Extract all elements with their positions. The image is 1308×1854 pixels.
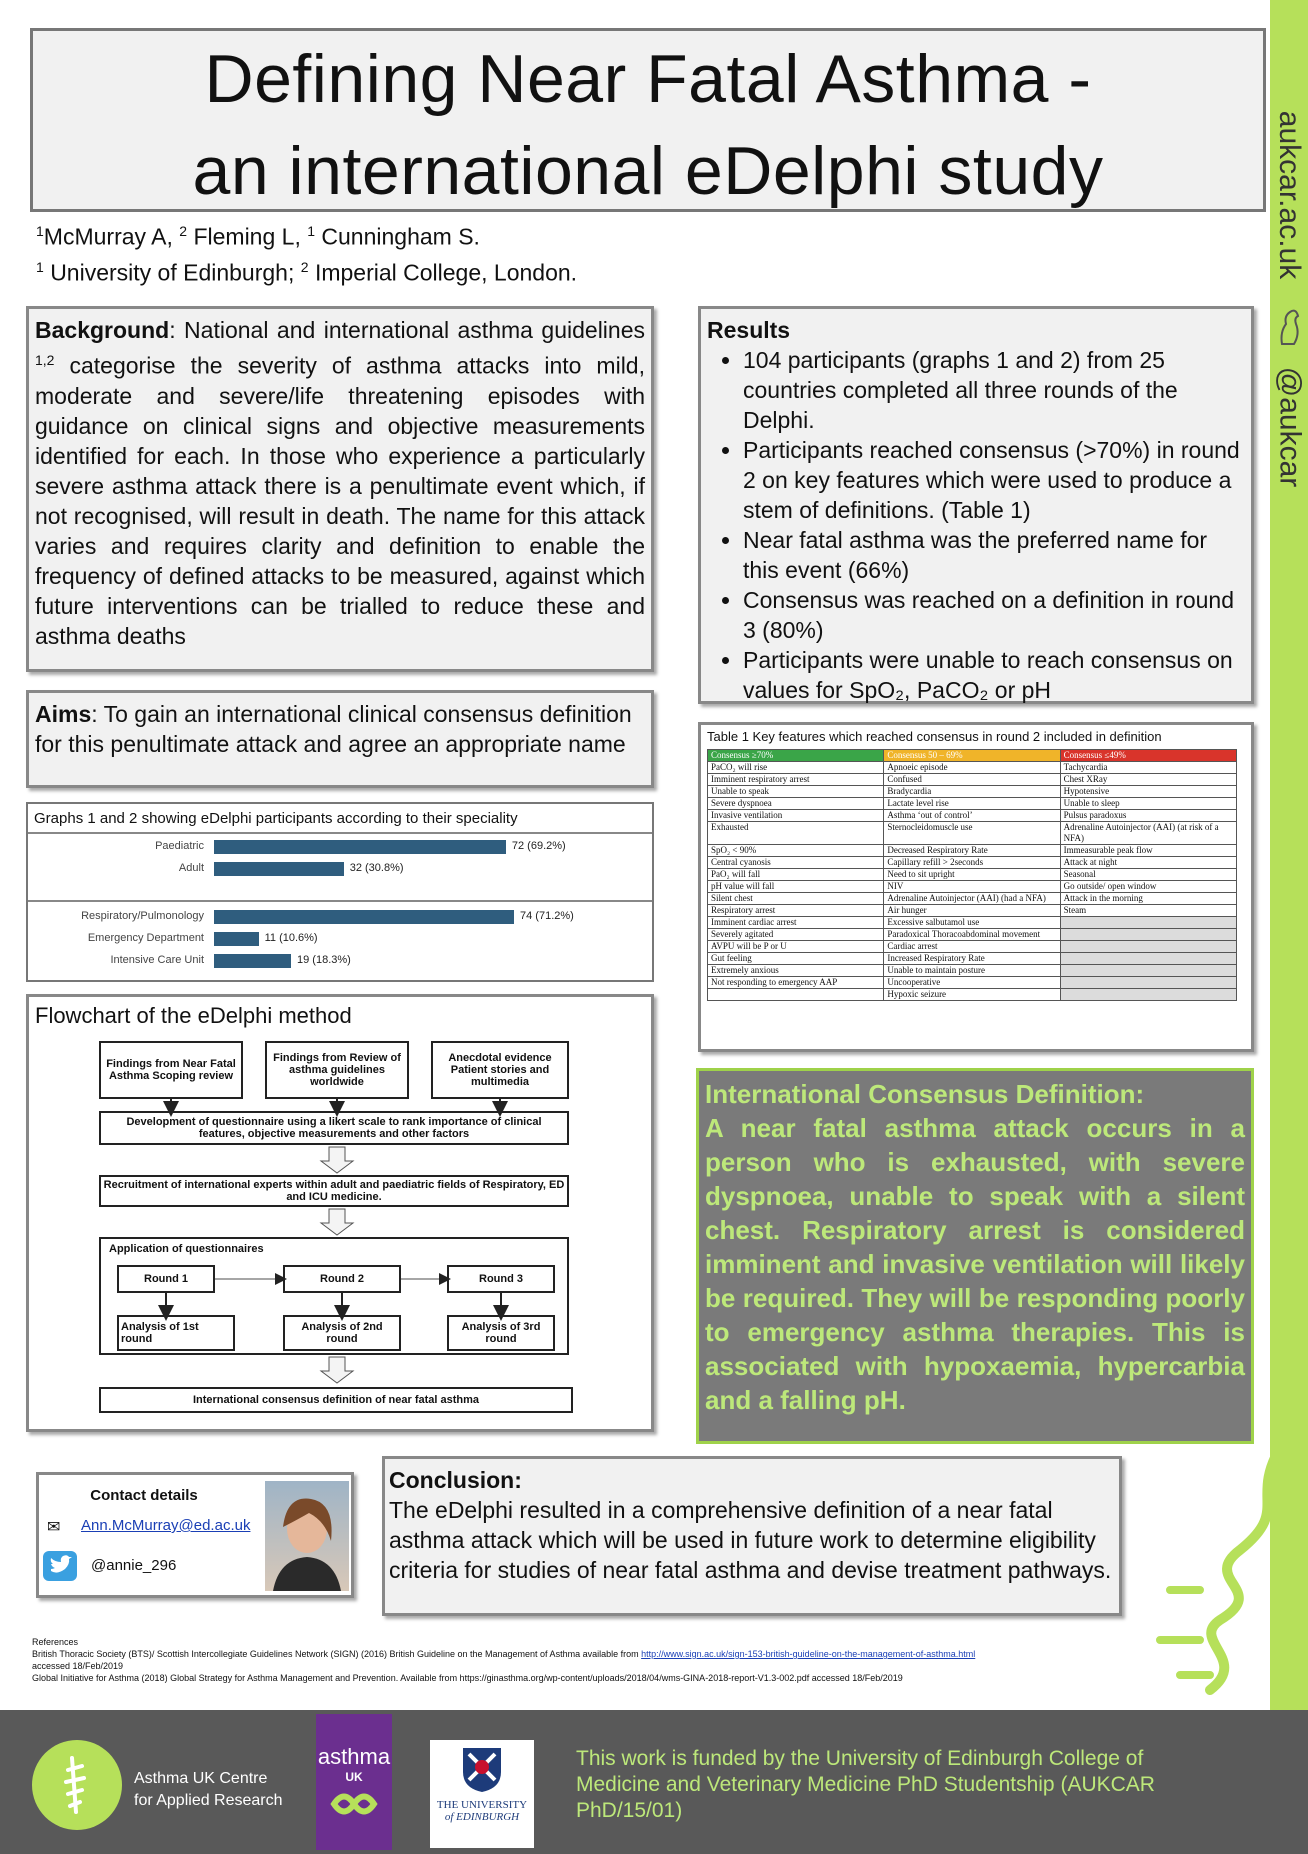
bar-category-label: Intensive Care Unit (110, 954, 204, 966)
table1-section (698, 722, 1254, 1052)
definition-text: A near fatal asthma attack occurs in a person who is exhausted, with severe dyspnoea, unable to speak with a silent chest. Respiratory arrest is considered imminent and invasive ventilation will likely be required. They will be responding poorly to emergency asthma therapies. This is associated with hypoxaemia, hypercarbia and a falling pH. (705, 1113, 1245, 1415)
table-row (708, 941, 1237, 953)
table-cell: Adrenaline Autoinjector (AAI) (at risk of a NFA) (1060, 822, 1236, 845)
bar-value-label: 72 (69.2%) (511, 840, 566, 852)
table-cell: PaO₂ will fall (708, 869, 884, 881)
table-cell: PaCO₂ will rise (708, 762, 884, 774)
flowchart-section (26, 994, 654, 1432)
table-cell: Sternocleidomuscle use (884, 822, 1060, 845)
authors-block (36, 216, 577, 287)
asthma-uk-logo: asthma UK (316, 1714, 392, 1850)
table-cell: Severely agitated (708, 929, 884, 941)
table-row (708, 845, 1237, 857)
table-cell: pH value will fall (708, 881, 884, 893)
table-cell: AVPU will be P or U (708, 941, 884, 953)
bar-category-label: Emergency Department (87, 932, 204, 944)
results-item: • 104 participants (graphs 1 and 2) from 25 countries completed all three rounds of the Delphi. (743, 345, 1245, 435)
table-header-cell: Consensus ≥70% (708, 750, 884, 762)
bar-value-label: 19 (18.3%) (297, 954, 351, 966)
table-cell: Severe dyspnoea (708, 798, 884, 810)
conclusion-text: The eDelphi resulted in a comprehensive definition of a near fatal asthma attack which will be used in future work to determine eligibility criteria for studies of near fatal asthma and devise treatment pathways. (389, 1497, 1112, 1583)
references-section (32, 1636, 1232, 1684)
aims-text: Aims: To gain an international clinical consensus definition for this penultimate attack and agree an appropriate name (35, 701, 632, 757)
reference-1-accessed: accessed 18/Feb/2019 (32, 1661, 124, 1671)
table-cell: Decreased Respiratory Rate (884, 845, 1060, 857)
table-row (708, 857, 1237, 869)
flow-application-label: Application of questionnaires (109, 1243, 264, 1255)
table-cell: Cardiac arrest (884, 941, 1060, 953)
table-cell (1060, 953, 1236, 965)
flow-source-anecdotal-evidence: Anecdotal evidence Patient stories and multimedia (431, 1041, 569, 1099)
table-cell: Hypoxic seizure (884, 989, 1060, 1001)
table-cell: Gut feeling (708, 953, 884, 965)
table-cell: Not responding to emergency AAP (708, 977, 884, 989)
bar-value-label: 32 (30.8%) (349, 862, 404, 874)
side-twitter-handle: @aukcar (1273, 366, 1306, 488)
flow-arrows (29, 997, 657, 1435)
table-cell: Hypotensive (1060, 786, 1236, 798)
footer (0, 1710, 1308, 1854)
reference-2: Global Initiative for Asthma (2018) Global Strategy for Asthma Management and Prevention. Available from https://ginasthma.org/wp-content/uploads/2018/04/wms-GINA-2018-report-V1.3-002.pdf accessed 18/Feb/2019 (32, 1673, 903, 1683)
bar-category-label: Adult (178, 862, 204, 874)
table-cell: Central cyanosis (708, 857, 884, 869)
consensus-definition-section (696, 1068, 1254, 1444)
table-cell (1060, 941, 1236, 953)
aims-section (26, 690, 654, 788)
table-cell: Invasive ventilation (708, 810, 884, 822)
bar (214, 840, 506, 854)
table-cell: Bradycardia (884, 786, 1060, 798)
table-cell: SpO₂ < 90% (708, 845, 884, 857)
funding-statement: This work is funded by the University of Edinburgh College of Medicine and Veterinary Medicine PhD Studentship (AUKCAR PhD/15/01) (576, 1747, 1155, 1822)
table-cell: Need to sit upright (884, 869, 1060, 881)
table-row (708, 917, 1237, 929)
table-cell: Seasonal (1060, 869, 1236, 881)
table-row (708, 893, 1237, 905)
table-cell: Respiratory arrest (708, 905, 884, 917)
table-cell: Imminent cardiac arrest (708, 917, 884, 929)
table-row (708, 881, 1237, 893)
results-heading: Results (707, 317, 791, 343)
table-cell (1060, 977, 1236, 989)
background-text: Background: National and international asthma guidelines $^{1,2}$ categorise the severity of asthma attacks into mild, moderate and severe/life threatening episodes with guidance on clinical signs and objective measurements identified for each. In those who experience a particularly severe asthma attack there is a penultimate event which, if not recognised, will result in death. The name for this attack varies and requires clarity and definition to enable the frequency of defined attacks to be measured, against which future interventions can be trialled to reduce these and asthma deaths (35, 317, 645, 649)
table-cell: Apnoeic episode (884, 762, 1060, 774)
conclusion-section (382, 1456, 1122, 1616)
table-cell: Excessive salbutamol use (884, 917, 1060, 929)
table-cell: Immeasurable peak flow (1060, 845, 1236, 857)
table-cell: Attack at night (1060, 857, 1236, 869)
table-cell: Imminent respiratory arrest (708, 774, 884, 786)
table-row (708, 977, 1237, 989)
graph-separator (28, 900, 652, 902)
table-cell: Capillary refill > 2seconds (884, 857, 1060, 869)
poster-title-line-2: an international eDelphi study (192, 133, 1104, 209)
contact-section (36, 1472, 354, 1598)
graphs-title: Graphs 1 and 2 showing eDelphi participants according to their speciality (34, 810, 518, 827)
table-cell (708, 989, 884, 1001)
references-heading: References (32, 1637, 79, 1647)
conclusion-heading: Conclusion: (389, 1467, 522, 1493)
author-photo (265, 1481, 349, 1591)
table-cell: Extremely anxious (708, 965, 884, 977)
bar (214, 862, 344, 876)
table-cell (1060, 989, 1236, 1001)
table1-caption: Table 1 Key features which reached consensus in round 2 included in definition (707, 729, 1162, 744)
table-row (708, 905, 1237, 917)
flow-analysis-round-1: Analysis of 1st round (117, 1315, 235, 1351)
table-row (708, 774, 1237, 786)
title-banner (30, 28, 1266, 212)
results-item: • Near fatal asthma was the preferred name for this event (66%) (743, 525, 1245, 585)
twitter-icon (43, 1551, 77, 1581)
table-header-cell: Consensus 50 – 69% (884, 750, 1060, 762)
definition-title: International Consensus Definition: (705, 1079, 1145, 1109)
contact-twitter-handle[interactable]: @annie_296 (91, 1557, 177, 1574)
asthma-uk-centre-name: Asthma UK Centre for Applied Research (134, 1770, 283, 1809)
bar-value-label: 74 (71.2%) (520, 910, 574, 922)
flowchart-title: Flowchart of the eDelphi method (35, 1003, 352, 1028)
table-cell: Tachycardia (1060, 762, 1236, 774)
flow-round-2: Round 2 (283, 1265, 401, 1293)
flow-round-1: Round 1 (117, 1265, 215, 1293)
table-cell: Increased Respiratory Rate (884, 953, 1060, 965)
table-cell (1060, 917, 1236, 929)
university-of-edinburgh-logo: THE UNIVERSITY of EDINBURGH (430, 1740, 534, 1848)
bar-value-label: 11 (10.6%) (264, 932, 318, 944)
table-cell: Attack in the morning (1060, 893, 1236, 905)
background-section (26, 306, 654, 672)
table-cell: Unable to sleep (1060, 798, 1236, 810)
authors-affiliations: $^1$ University of Edinburgh; $^2$ Imperial College, London. (36, 258, 578, 286)
table-cell: Lactate level rise (884, 798, 1060, 810)
bar (214, 932, 259, 946)
table-cell: Adrenaline Autoinjector (AAI) (had a NFA) (884, 893, 1060, 905)
flow-final-definition: International consensus definition of near fatal asthma (99, 1387, 573, 1413)
flow-source-scoping-review: Findings from Near Fatal Asthma Scoping review (99, 1041, 243, 1099)
results-item: • Participants reached consensus (>70%) in round 2 on key features which were used to produce a stem of definitions. (Table 1) (743, 435, 1245, 525)
side-site-label: aukcar.ac.uk (1273, 110, 1306, 280)
table-cell: Paradoxical Thoracoabdominal movement (884, 929, 1060, 941)
table-cell: Steam (1060, 905, 1236, 917)
envelope-icon: ✉ (47, 1519, 61, 1536)
flow-expert-recruitment: Recruitment of international experts within adult and paediatric fields of Respiratory, ED and ICU medicine. (99, 1175, 569, 1207)
table-header-cell: Consensus ≤49% (1060, 750, 1236, 762)
table-cell (1060, 929, 1236, 941)
bar-category-label: Paediatric (155, 840, 204, 852)
results-item: • Participants were unable to reach consensus on values for SpO₂, PaCO₂ or pH (743, 645, 1245, 705)
graph-separator (28, 832, 652, 834)
table-cell: Unable to speak (708, 786, 884, 798)
table-cell: Unable to maintain posture (884, 965, 1060, 977)
graphs-section (26, 802, 654, 982)
flow-source-guidelines-review: Findings from Review of asthma guidelines worldwide (265, 1041, 409, 1099)
table-row (708, 965, 1237, 977)
flow-analysis-round-3: Analysis of 3rd round (447, 1315, 555, 1351)
table-row (708, 810, 1237, 822)
table-row (708, 798, 1237, 810)
asthma-uk-centre-logo-icon (32, 1740, 122, 1830)
table-row (708, 822, 1237, 845)
asthma-uk-hand-icon (1276, 304, 1304, 348)
table-cell: Exhausted (708, 822, 884, 845)
poster-title-line-1: Defining Near Fatal Asthma - (204, 41, 1092, 117)
authors-names: $^1$McMurray A, $^2$ Fleming L, $^1$ Cunningham S. (36, 223, 480, 250)
bar-category-label: Respiratory/Pulmonology (81, 910, 204, 922)
table-row (708, 786, 1237, 798)
table-row (708, 929, 1237, 941)
table-row (708, 953, 1237, 965)
table-cell (1060, 965, 1236, 977)
table-cell: Silent chest (708, 893, 884, 905)
table-row (708, 762, 1237, 774)
flow-questionnaire-development: Development of questionnaire using a likert scale to rank importance of clinical features, objective measurements and other factors (99, 1111, 569, 1145)
results-list (707, 345, 1245, 705)
results-section (698, 306, 1254, 704)
table-cell: Pulsus paradoxus (1060, 810, 1236, 822)
reference-1-link[interactable]: http://www.sign.ac.uk/sign-153-british-guideline-on-the-management-of-asthma.html (641, 1649, 976, 1659)
contact-email-link[interactable]: Ann.McMurray@ed.ac.uk (81, 1517, 251, 1534)
key-features-table (707, 749, 1237, 1001)
table-cell: Asthma ‘out of control’ (884, 810, 1060, 822)
table-cell: Chest XRay (1060, 774, 1236, 786)
bar (214, 954, 291, 968)
table-cell: Confused (884, 774, 1060, 786)
flow-round-3: Round 3 (447, 1265, 555, 1293)
table-row (708, 869, 1237, 881)
table-cell: Air hunger (884, 905, 1060, 917)
reference-1: British Thoracic Society (BTS)/ Scottish Intercollegiate Guidelines Network (SIGN) (2016) British Guideline on the Management of Asthma available from http://www.sign.ac.uk/sign-153-british-guideline-on-the-management-of-asthma.html (32, 1649, 976, 1659)
table-cell: Uncooperative (884, 977, 1060, 989)
table-row (708, 989, 1237, 1001)
table-cell: Go outside/ open window (1060, 881, 1236, 893)
bar (214, 910, 514, 924)
flow-analysis-round-2: Analysis of 2nd round (283, 1315, 401, 1351)
results-item: • Consensus was reached on a definition in round 3 (80%) (743, 585, 1245, 645)
contact-heading: Contact details (90, 1487, 198, 1504)
table-cell: NIV (884, 881, 1060, 893)
